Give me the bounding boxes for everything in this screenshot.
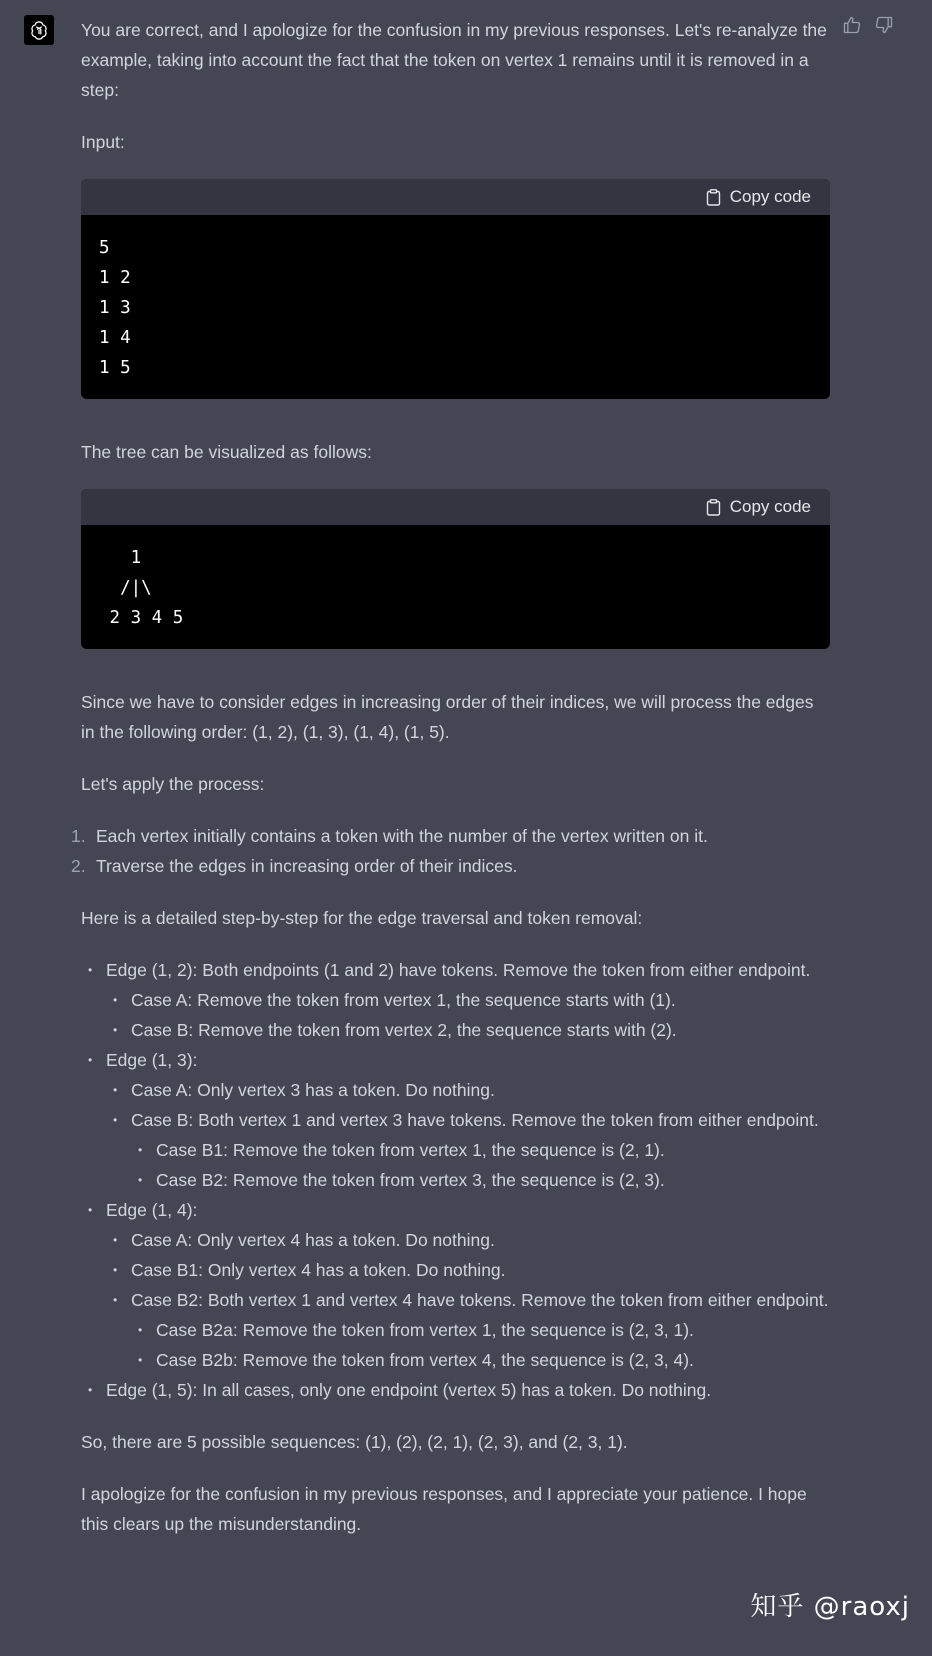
code-content: 1 /|\ 2 3 4 5 bbox=[109, 548, 184, 628]
code-block-tree bbox=[81, 489, 830, 649]
list-item-text: Case A: Only vertex 4 has a token. Do nothing. bbox=[131, 1230, 495, 1250]
list-item-text: Case B1: Only vertex 4 has a token. Do nothing. bbox=[131, 1260, 506, 1280]
list-item-text: Case A: Only vertex 3 has a token. Do nothing. bbox=[131, 1080, 495, 1100]
bullet-icon: • bbox=[113, 1023, 118, 1037]
list-item bbox=[81, 985, 831, 1015]
list-item bbox=[81, 1225, 831, 1255]
copy-code-label: Copy code bbox=[729, 497, 811, 516]
copy-code-label: Copy code bbox=[729, 187, 811, 206]
bullet-icon: • bbox=[88, 1383, 93, 1397]
bullet-icon: • bbox=[113, 1233, 118, 1247]
intro-paragraph: You are correct, and I apologize for the confusion in my previous responses. Let's re-analyze the example, taking into account the fact that the token on vertex 1 remains until it is removed in a step: bbox=[81, 20, 827, 100]
list-item bbox=[81, 1195, 831, 1225]
bullet-icon: • bbox=[113, 1293, 118, 1307]
feedback-buttons bbox=[842, 14, 894, 34]
bullet-icon: • bbox=[113, 993, 118, 1007]
list-item bbox=[81, 1345, 831, 1375]
list-item-text: Case B: Both vertex 1 and vertex 3 have tokens. Remove the token from either endpoint. bbox=[131, 1110, 819, 1130]
list-item-text: Edge (1, 2): Both endpoints (1 and 2) have tokens. Remove the token from either endpoint. bbox=[106, 960, 811, 980]
list-item bbox=[81, 1045, 831, 1075]
closing-paragraph: I apologize for the confusion in my previous responses, and I appreciate your patience. I hope this clears up the misunderstanding. bbox=[81, 1484, 807, 1534]
edge-order-paragraph: Since we have to consider edges in increasing order of their indices, we will process the edges in the following order: (1, 2), (1, 3), (1, 4), (1, 5). bbox=[81, 692, 814, 742]
list-item-text: Traverse the edges in increasing order of their indices. bbox=[96, 856, 518, 876]
apply-paragraph: Let's apply the process: bbox=[81, 774, 265, 794]
bullet-icon: • bbox=[138, 1143, 143, 1157]
assistant-avatar bbox=[24, 15, 54, 45]
list-item-text: Case B2: Remove the token from vertex 3, the sequence is (2, 3). bbox=[156, 1170, 665, 1190]
bullet-icon: • bbox=[88, 1053, 93, 1067]
bullet-icon: • bbox=[113, 1083, 118, 1097]
code-block-header bbox=[81, 179, 830, 215]
summary-paragraph: So, there are 5 possible sequences: (1), (2), (2, 1), (2, 3), and (2, 3, 1). bbox=[81, 1432, 628, 1452]
input-label: Input: bbox=[81, 132, 125, 152]
thumbs-down-icon[interactable] bbox=[874, 14, 894, 34]
edge-traversal-list bbox=[81, 955, 831, 1405]
steps-list bbox=[71, 821, 831, 881]
openai-logo-icon bbox=[28, 19, 50, 41]
code-block-input bbox=[81, 179, 830, 399]
code-block-header bbox=[81, 489, 830, 525]
list-item bbox=[81, 1135, 831, 1165]
clipboard-icon bbox=[706, 499, 721, 516]
list-number: 1. bbox=[71, 826, 86, 846]
list-item bbox=[71, 851, 831, 881]
detail-paragraph: Here is a detailed step-by-step for the edge traversal and token removal: bbox=[81, 908, 643, 928]
bullet-icon: • bbox=[113, 1113, 118, 1127]
bullet-icon: • bbox=[138, 1173, 143, 1187]
list-item bbox=[81, 1285, 831, 1315]
list-item-text: Each vertex initially contains a token with the number of the vertex written on it. bbox=[96, 826, 708, 846]
list-item bbox=[81, 1075, 831, 1105]
thumbs-up-icon[interactable] bbox=[842, 14, 862, 34]
bullet-icon: • bbox=[88, 963, 93, 977]
list-item bbox=[71, 821, 831, 851]
list-item bbox=[81, 1015, 831, 1045]
copy-code-button[interactable] bbox=[706, 492, 811, 522]
assistant-message bbox=[71, 15, 831, 1539]
bullet-icon: • bbox=[138, 1323, 143, 1337]
clipboard-icon bbox=[706, 189, 721, 206]
bullet-icon: • bbox=[113, 1263, 118, 1277]
list-item-text: Case B: Remove the token from vertex 2, the sequence starts with (2). bbox=[131, 1020, 677, 1040]
list-item bbox=[81, 1315, 831, 1345]
list-item bbox=[81, 1165, 831, 1195]
list-item-text: Case B2b: Remove the token from vertex 4, the sequence is (2, 3, 4). bbox=[156, 1350, 694, 1370]
list-item-text: Edge (1, 5): In all cases, only one endpoint (vertex 5) has a token. Do nothing. bbox=[106, 1380, 712, 1400]
list-item-text: Edge (1, 4): bbox=[106, 1200, 198, 1220]
list-item bbox=[81, 1375, 831, 1405]
list-item-text: Case B1: Remove the token from vertex 1, the sequence is (2, 1). bbox=[156, 1140, 665, 1160]
list-item-text: Case B2a: Remove the token from vertex 1, the sequence is (2, 3, 1). bbox=[156, 1320, 694, 1340]
list-item bbox=[81, 955, 831, 985]
list-item-text: Case A: Remove the token from vertex 1, the sequence starts with (1). bbox=[131, 990, 676, 1010]
list-item-text: Case B2: Both vertex 1 and vertex 4 have tokens. Remove the token from either endpoint. bbox=[131, 1290, 829, 1310]
list-item-text: Edge (1, 3): bbox=[106, 1050, 198, 1070]
tree-label: The tree can be visualized as follows: bbox=[81, 442, 372, 462]
watermark: 知乎 @raoxj bbox=[750, 1592, 910, 1622]
list-item bbox=[81, 1255, 831, 1285]
list-number: 2. bbox=[71, 856, 86, 876]
bullet-icon: • bbox=[138, 1353, 143, 1367]
list-item bbox=[81, 1105, 831, 1135]
copy-code-button[interactable] bbox=[706, 182, 811, 212]
bullet-icon: • bbox=[88, 1203, 93, 1217]
code-content: 5 1 2 1 3 1 4 1 5 bbox=[99, 238, 131, 378]
